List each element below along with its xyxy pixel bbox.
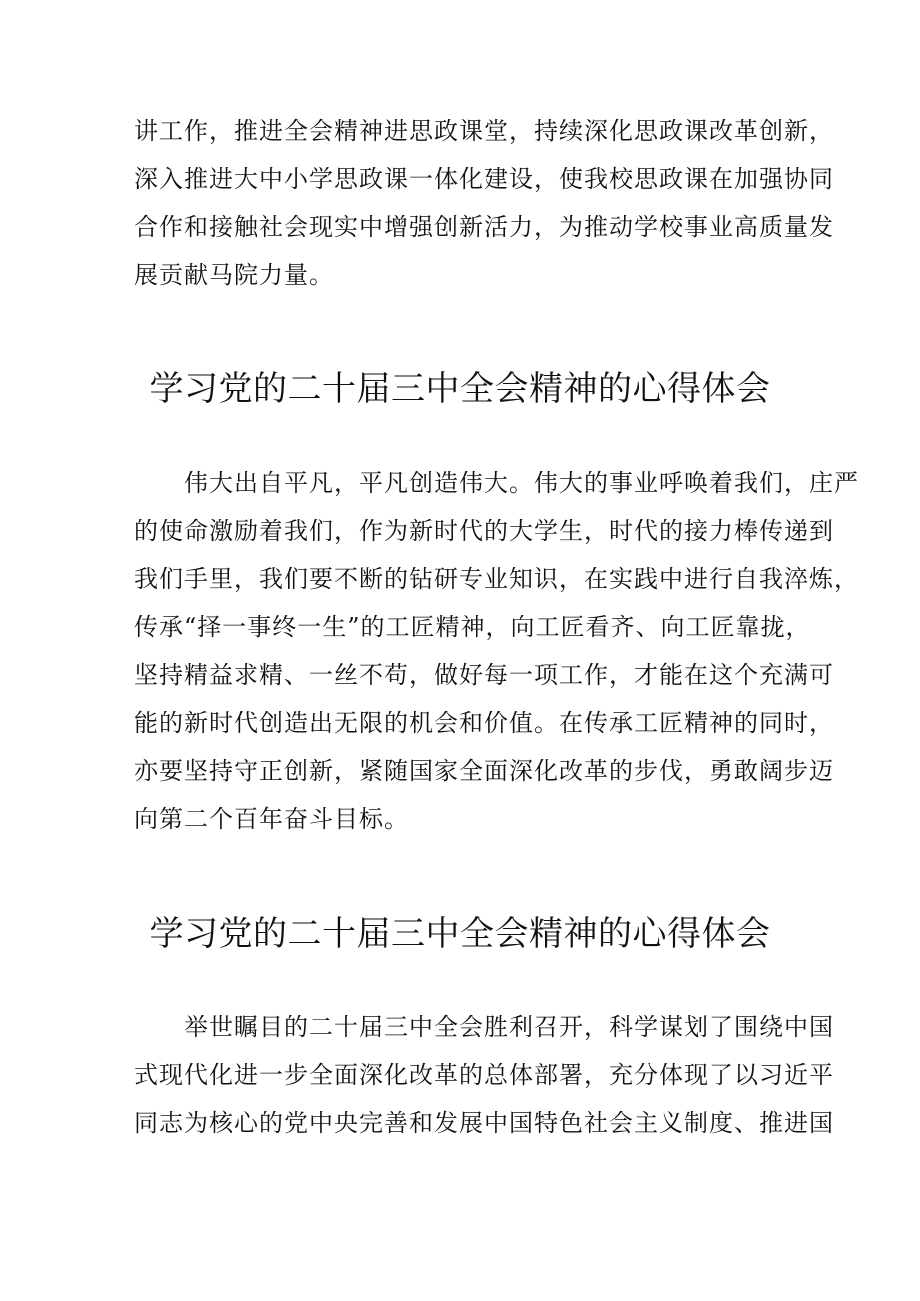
text-line: 举世瞩目的二十届三中全会胜利召开，科学谋划了围绕中国: [134, 1013, 834, 1041]
text-line: 坚持精益求精、一丝不苟，做好每一项工作，才能在这个充满可: [134, 661, 834, 689]
text-line: 合作和接触社会现实中增强创新活力，为推动学校事业高质量发: [134, 213, 834, 241]
text-line: 同志为核心的党中央完善和发展中国特色社会主义制度、推进国: [134, 1109, 834, 1137]
text-line: 传承“择一事终一生”的工匠精神，向工匠看齐、向工匠靠拢，: [134, 613, 811, 641]
text-line: 伟大出自平凡，平凡创造伟大。伟大的事业呼唤着我们，庄严: [134, 469, 859, 497]
paragraph-body: [134, 1003, 834, 1147]
text-line: 向第二个百年奋斗目标。: [134, 805, 409, 833]
text-line: 能的新时代创造出无限的机会和价值。在传承工匠精神的同时，: [134, 709, 834, 737]
text-line: 亦要坚持守正创新，紧随国家全面深化改革的步伐，勇敢阔步迈: [134, 757, 834, 785]
text-line: 式现代化进一步全面深化改革的总体部署，充分体现了以习近平: [134, 1061, 834, 1089]
section-title: 学习党的二十届三中全会精神的心得体会: [149, 369, 771, 409]
text-line: 展贡献马院力量。: [134, 261, 334, 289]
paragraph-body: [134, 459, 859, 843]
text-line: 的使命激励着我们，作为新时代的大学生，时代的接力棒传递到: [134, 517, 834, 545]
text-line: 深入推进大中小学思政课一体化建设，使我校思政课在加强协同: [134, 165, 834, 193]
section-title: 学习党的二十届三中全会精神的心得体会: [149, 914, 771, 954]
text-line: 我们手里，我们要不断的钻研专业知识，在实践中进行自我淬炼，: [134, 565, 859, 593]
text-line: 讲工作，推进全会精神进思政课堂，持续深化思政课改革创新，: [134, 117, 834, 145]
paragraph-continuation: [134, 107, 834, 299]
